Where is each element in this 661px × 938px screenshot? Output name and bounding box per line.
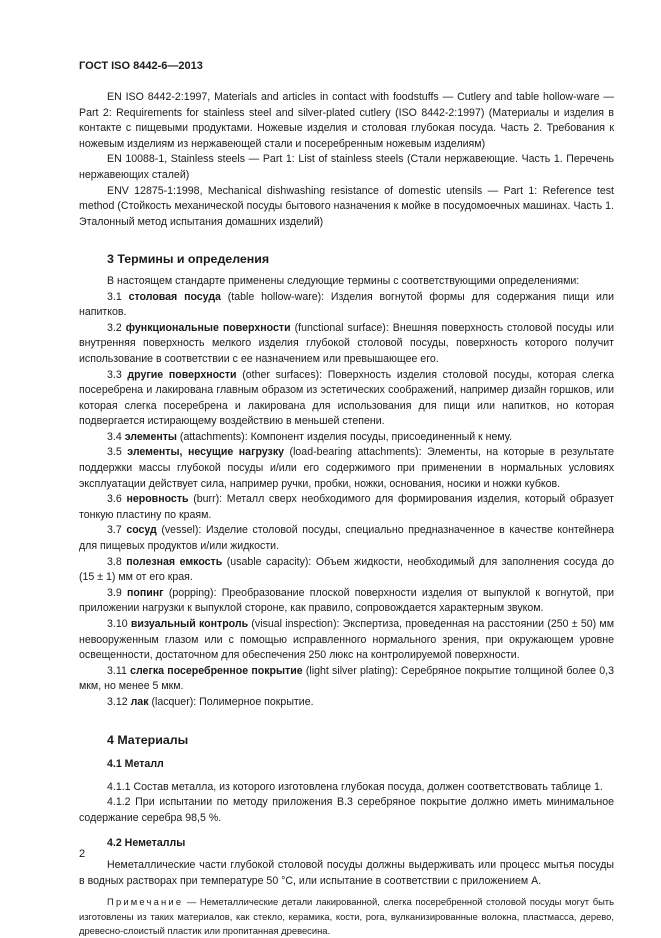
term-number: 3.5 xyxy=(107,446,122,459)
term-definition: (usable capacity): Объем жидкости, необходимый для заполнения сосуда до (15 ± 1) мм от его края. xyxy=(79,555,614,584)
term-3-5 xyxy=(79,445,614,492)
term-3-4 xyxy=(79,430,614,446)
term-name: полезная емкость xyxy=(126,555,223,568)
term-number: 3.12 xyxy=(107,695,128,708)
term-3-8 xyxy=(79,555,614,586)
subsection-4-2-heading: 4.2 Неметаллы xyxy=(107,836,186,849)
term-name: слегка посеребренное покрытие xyxy=(130,664,303,677)
term-definition: (other surfaces): Поверхность изделия столовой посуды, которая слегка посеребрена и лакирована главным образом из эстетических соображений, например дизайн горшков, или которая слегка посеребрена и лакирована для использования для пищи или напитков, но которая подвергается истирающему воздействию в меньшей степени. xyxy=(79,368,614,428)
section-4-heading: 4 Материалы xyxy=(107,732,189,747)
subsection-4-1-heading: 4.1 Металл xyxy=(107,758,164,771)
term-number: 3.3 xyxy=(107,368,122,381)
term-3-9 xyxy=(79,586,614,617)
term-definition: (load-bearing attachments): Элементы, на которые в результате поддержки массы глубокой посуды и/или его содержимого при применении в нормальных условиях эксплуатации действует сила, например ручки, пробки, ножки, основания, носики и ножки кубков. xyxy=(79,446,614,490)
term-number: 3.7 xyxy=(107,524,122,537)
reference-item: ENV 12875-1:1998, Mechanical dishwashing resistance of domestic utensils — Part 1: Reference test method (Стойкость механической посуды бытового назначения к мойке в посудомоечных машинах. Часть 1. Эталонный метод испытания домашних изделий) xyxy=(79,184,614,228)
references-list xyxy=(79,90,614,230)
term-definition: (popping): Преобразование плоской поверхности изделия от выпуклой к вогнутой, при приложении нагрузки к выпуклой стороне, как правило, сопровождается характерным звуком. xyxy=(79,586,614,615)
terms-list xyxy=(79,290,614,711)
reference-item: EN 10088-1, Stainless steels — Part 1: List of stainless steels (Стали нержавеющие. Часть 1. Перечень нержавеющих сталей) xyxy=(79,153,614,181)
term-definition: (burr): Металл сверх необходимого для формирования изделия, который образует тонкую пластину по краям. xyxy=(79,493,614,521)
term-definition: (table hollow-ware): Изделия вогнутой формы для содержания пищи или напитков. xyxy=(79,290,614,319)
term-definition: (light silver plating): Серебряное покрытие толщиной более 0,3 мкм, но менее 5 мкм. xyxy=(79,664,614,693)
reference-item: EN ISO 8442-2:1997, Materials and articles in contact with foodstuffs — Cutlery and table hollow-ware — Part 2: Requirements for stainless steel and silver-plated cutlery (ISO 8442-2:1997) (Материалы и изделия в контакте с пищевыми продуктами. Ножевые изделия и столовая глубокая посуда. Часть 2. Требования к ножевым изделиям из нержавеющей стали и посеребренным ножевым изделиям) xyxy=(79,91,614,150)
term-name: сосуд xyxy=(126,524,157,537)
term-number: 3.1 xyxy=(107,290,122,303)
standard-code: ГОСТ ISO 8442-6—2013 xyxy=(79,60,203,72)
page-number: 2 xyxy=(79,848,86,860)
term-3-6 xyxy=(79,492,614,523)
term-name: лак xyxy=(130,695,149,708)
clause-4-1-2: 4.1.2 При испытании по методу приложения В.3 серебряное покрытие должно иметь минимальное содержание серебра 98,5 %. xyxy=(79,796,614,824)
term-3-12 xyxy=(79,695,614,711)
term-name: столовая посуда xyxy=(128,290,221,303)
term-3-7 xyxy=(79,523,614,554)
term-name: элементы, несущие нагрузку xyxy=(127,446,285,459)
term-number: 3.10 xyxy=(107,618,128,630)
term-3-1 xyxy=(79,290,614,321)
term-3-10 xyxy=(79,617,614,664)
term-name: элементы xyxy=(124,430,177,443)
section-3-intro: В настоящем стандарте применены следующие термины с соответствующими определениями: xyxy=(107,274,580,287)
note xyxy=(79,895,614,938)
term-definition: (vessel): Изделие столовой посуды, специально предназначенное в качестве контейнера для пищевых продуктов и/или жидкости. xyxy=(79,524,614,553)
note-text: — Неметаллические детали лакированной, слегка посеребренной столовой посуды могут быть изготовлены из таких материалов, как стекло, керамика, кости, рога, вулканизированные волокна, пластмасса, дерево, древесно-слоистый пластик или пропитанная древесина. xyxy=(79,896,614,936)
term-definition: (functional surface): Внешняя поверхность столовой посуды или внутренняя поверхность мелкого изделия глубокой столовой посуды, поверхность которого получит использование в соответствии с ее назначением или превышающее его. xyxy=(79,321,614,365)
note-label: Примечание xyxy=(107,896,184,908)
term-name: функциональные поверхности xyxy=(125,321,291,334)
section-3-heading: 3 Термины и определения xyxy=(107,252,270,267)
clause-4-2-text: Неметаллические части глубокой столовой посуды должны выдерживать или процесс мытья посуды в водных растворах при температуре 50 °С, или испытание в соответствии с приложением А. xyxy=(79,859,614,887)
document-body xyxy=(79,90,614,938)
term-3-2 xyxy=(79,321,614,368)
term-number: 3.11 xyxy=(107,664,127,677)
term-number: 3.4 xyxy=(107,430,122,443)
term-number: 3.8 xyxy=(107,555,122,568)
term-definition: (lacquer): Полимерное покрытие. xyxy=(148,695,314,708)
term-definition: (visual inspection): Экспертиза, проведенная на расстоянии (250 ± 50) мм невооруженным глазом или с помощью исправленного нормального зрения, при окружающем уровне освещенности, достаточном для обеспечения 250 люкс на контролируемой поверхности. xyxy=(79,618,614,662)
term-name: визуальный контроль xyxy=(130,618,249,630)
term-name: попинг xyxy=(126,586,164,599)
clause-4-1-1: 4.1.1 Состав металла, из которого изготовлена глубокая посуда, должен соответствовать таблице 1. xyxy=(107,780,603,793)
term-3-11 xyxy=(79,664,614,695)
term-number: 3.6 xyxy=(107,493,122,506)
term-number: 3.9 xyxy=(107,586,122,599)
term-definition: (attachments): Компонент изделия посуды, присоединенный к нему. xyxy=(176,430,512,443)
term-number: 3.2 xyxy=(107,321,122,334)
term-name: неровность xyxy=(126,493,189,506)
term-name: другие поверхности xyxy=(127,368,237,381)
term-3-3 xyxy=(79,368,614,430)
